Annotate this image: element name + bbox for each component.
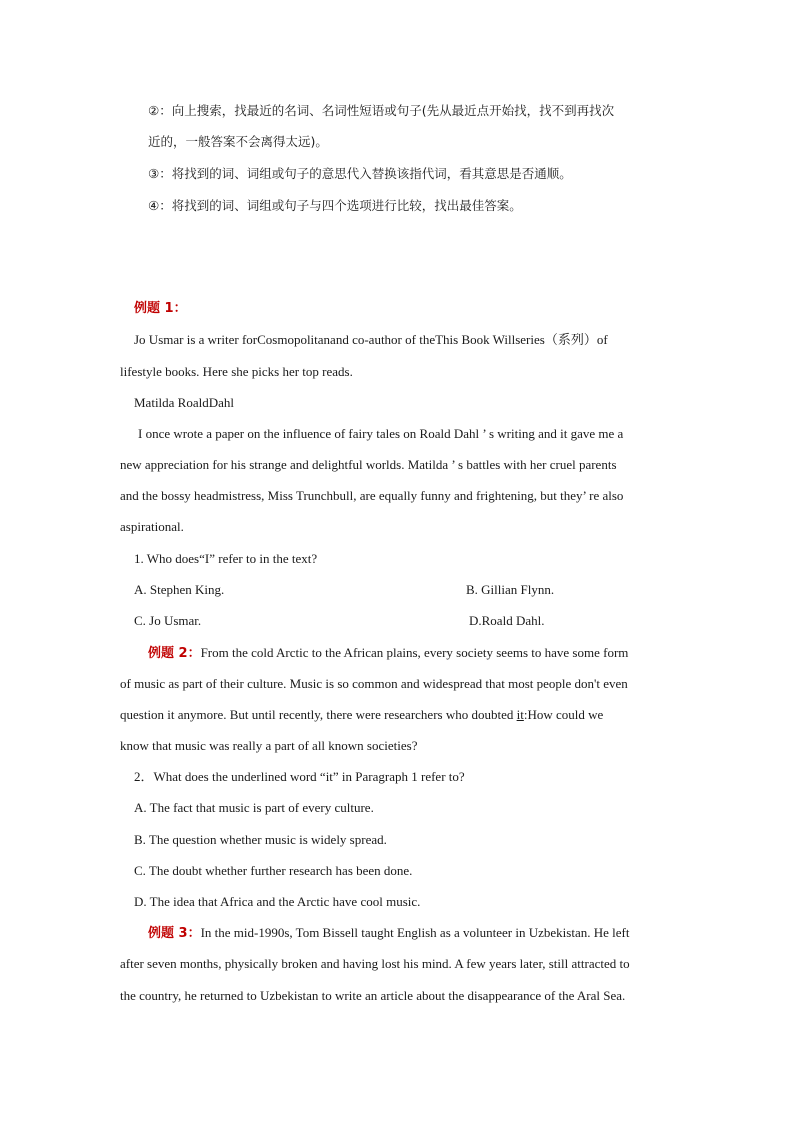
example-3-line-2: after seven months, physically broken and having lost his mind. A few years later, still attracted to [120,956,630,971]
step-3: ③：将找到的词、词组或句子的意思代入替换该指代词，看其意思是否通顺。 [148,166,572,181]
question-2: 2．What does the underlined word “it” in Paragraph 1 refer to? [134,769,465,784]
question-2-option-a: A. The fact that music is part of every culture. [134,800,374,815]
example-1-intro-line-2: lifestyle books. Here she picks her top reads. [120,364,353,379]
example-2-text: From the cold Arctic to the African plains, every society seems to have some form [200,645,629,660]
question-2-option-d: D. The idea that Africa and the Arctic have cool music. [134,894,421,909]
example-2-line-2: of music as part of their culture. Music is so common and widespread that most people don't even [120,676,628,691]
example-3-line-3: the country, he returned to Uzbekistan to write an article about the disappearance of the Aral Sea. [120,988,626,1003]
example-3-line-1 [148,924,629,943]
book-title: Matilda RoaldDahl [134,395,235,410]
question-2-option-b: B. The question whether music is widely spread. [134,832,387,847]
question-1-option-c: C. Jo Usmar. [134,613,202,628]
example-2-line-3 [120,706,603,724]
step-2-line-2: 近的，一般答案不会离得太远)。 [148,134,328,149]
underlined-word: it [516,707,524,722]
question-2-option-c: C. The doubt whether further research has been done. [134,863,413,878]
example-3-text: In the mid-1990s, Tom Bissell taught English as a volunteer in Uzbekistan. He left [200,925,630,940]
step-4: ④：将找到的词、词组或句子与四个选项进行比较，找出最佳答案。 [148,198,522,213]
example-2-line-3-end: :How could we [523,707,604,722]
question-1-option-b: B. Gillian Flynn. [466,582,555,597]
example-2-label: 例题 2： [148,646,201,661]
example-2-line-4: know that music was really a part of all known societies? [120,738,418,753]
example-1-para-line-2: new appreciation for his strange and delightful worlds. Matilda ’ s battles with her cruel parents [120,457,617,472]
question-1: 1. Who does“I” refer to in the text? [134,551,318,566]
example-1-label: 例题 1： [134,301,187,316]
example-1-para-line-1: I once wrote a paper on the influence of fairy tales on Roald Dahl ’ s writing and it gave me a [138,426,624,441]
example-2-line-3-start: question it anymore. But until recently, there were researchers who doubted [120,707,514,722]
step-2-line-1: ②：向上搜索，找最近的名词、名词性短语或句子(先从最近点开始找，找不到再找次 [148,103,615,118]
example-3-label: 例题 3： [148,926,201,941]
example-1-intro-line-1: Jo Usmar is a writer forCosmopolitanand co-author of theThis Book Willseries（系列）of [134,332,608,347]
question-1-option-a: A. Stephen King. [134,582,225,597]
example-1-para-line-3: and the bossy headmistress, Miss Trunchbull, are equally funny and frightening, but they’ re also [120,488,624,503]
example-1-para-line-4: aspirational. [120,519,184,534]
question-1-option-d: D.Roald Dahl. [469,613,545,628]
example-2-line-1 [148,644,628,663]
